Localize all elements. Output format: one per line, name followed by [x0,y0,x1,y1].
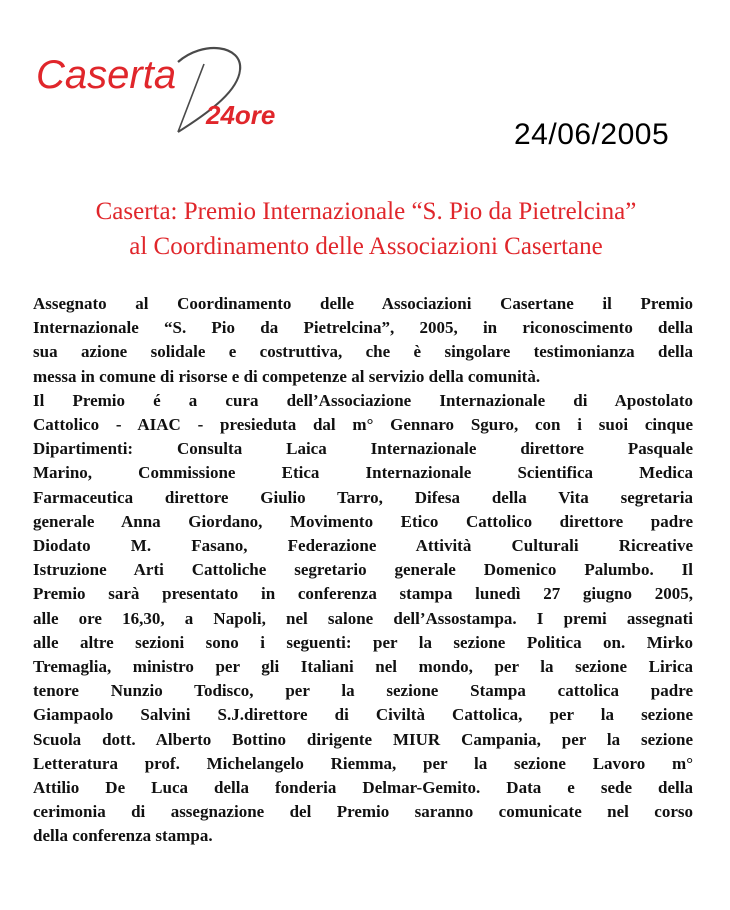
article-date: 24/06/2005 [514,118,670,151]
body-line: alle altre sezioni sono i seguenti: per la sezione Politica on. Mirko [33,632,693,652]
logo-graphic [28,40,328,140]
body-line: Premio sarà presentato in conferenza stampa lunedì 27 giugno 2005, [33,584,693,604]
headline-line: Caserta: Premio Internazionale “S. Pio da Pietrelcina” [95,198,637,225]
logo-secondary-text: 24ore [206,100,276,130]
logo-clock-hand [178,64,204,132]
body-line: Assegnato al Coordinamento delle Associazioni Casertane il Premio [33,294,693,313]
body-line: della conferenza stampa. [33,826,213,846]
headline-line: al Coordinamento delle Associazioni Casertane [129,233,603,260]
body-line: Internazionale “S. Pio da Pietrelcina”, 2005, in riconoscimento della [33,318,693,338]
logo-primary-text: Caserta [36,53,177,97]
body-line: Diodato M. Fasano, Federazione Attività Culturali Ricreative [33,536,693,556]
body-line: Cattolico - AIAC - presieduta dal m° Gennaro Sguro, con i suoi cinque [33,415,693,435]
body-line: Farmaceutica direttore Giulio Tarro, Difesa della Vita segretaria [33,487,693,507]
body-line: cerimonia di assegnazione del Premio saranno comunicate nel corso [33,802,693,822]
body-line: sua azione solidale e costruttiva, che è singolare testimonianza della [33,342,693,362]
body-line: Il Premio é a cura dell’Associazione Internazionale di Apostolato [33,390,693,410]
body-line: alle ore 16,30, a Napoli, nel salone dell’Assostampa. I premi assegnati [33,608,693,628]
body-line: generale Anna Giordano, Movimento Etico Cattolico direttore padre [33,511,693,531]
body-line: tenore Nunzio Todisco, per la sezione Stampa cattolica padre [33,681,693,701]
logo-swoosh [178,48,240,70]
body-line: Istruzione Arti Cattoliche segretario generale Domenico Palumbo. Il [33,560,693,580]
article-body [33,292,693,849]
body-line: Scuola dott. Alberto Bottino dirigente MIUR Campania, per la sezione [33,729,693,749]
body-line: Tremaglia, ministro per gli Italiani nel mondo, per la sezione Lirica [33,657,693,677]
body-line: messa in comune di risorse e di competenze al servizio della comunità. [33,366,541,386]
body-line: Letteratura prof. Michelangelo Riemma, per la sezione Lavoro m° [33,753,693,773]
body-line: Marino, Commissione Etica Internazionale Scientifica Medica [33,463,693,483]
caserta-24ore-logo [28,40,328,140]
body-line: Attilio De Luca della fonderia Delmar-Gemito. Data e sede della [33,778,693,798]
body-line: Dipartimenti: Consulta Laica Internazionale direttore Pasquale [33,439,693,459]
body-line: Giampaolo Salvini S.J.direttore di Civiltà Cattolica, per la sezione [33,705,693,725]
article-headline [20,194,712,264]
